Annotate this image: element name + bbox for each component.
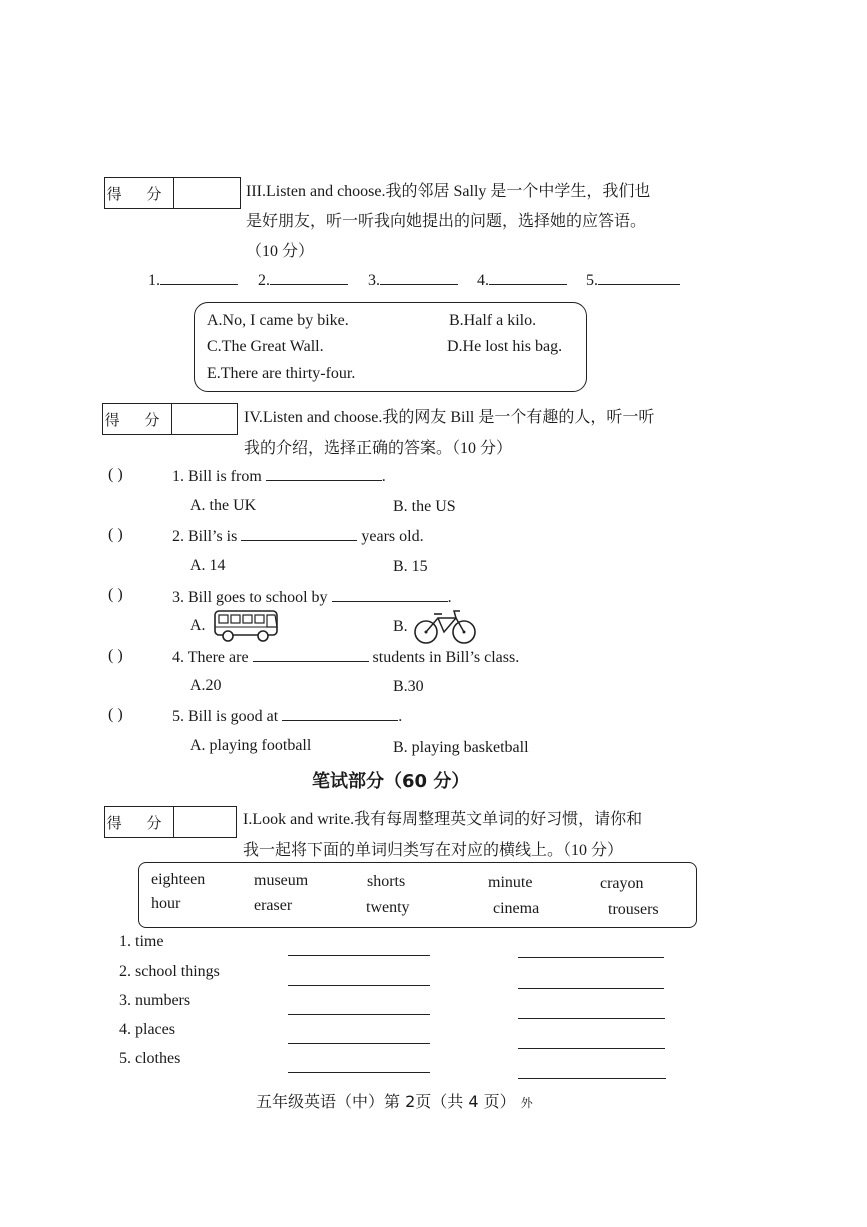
question-1 [172, 466, 386, 486]
section3-title-line1: III.Listen and choose.我的邻居 Sally 是一个中学生，我们也 [246, 183, 651, 200]
option-b: B.Half a kilo. [449, 312, 537, 329]
section4-title-line2: 我的介绍，选择正确的答案。（10 分） [244, 440, 513, 457]
question-blank[interactable] [241, 526, 357, 541]
question-text: 3. Bill goes to school by [172, 589, 328, 606]
section3-title-line2: 是好朋友，听一听我向她提出的问题，选择她的应答语。 [246, 213, 647, 230]
question-text: 5. Bill is good at [172, 708, 279, 725]
answer-slot-number: 3. [368, 272, 380, 289]
category-time: 1. time [119, 933, 164, 950]
word-eraser: eraser [254, 897, 293, 914]
word-cinema: cinema [493, 900, 540, 917]
question-5 [172, 706, 402, 726]
answer-blank[interactable] [489, 270, 567, 285]
answer-paren-q1[interactable]: ( ) [108, 466, 123, 483]
score-value-cell[interactable] [174, 178, 240, 208]
write-line[interactable] [288, 955, 430, 956]
question-text: 4. There are [172, 649, 249, 666]
question-3 [172, 587, 452, 607]
score-label: 得 分 [105, 807, 174, 837]
category-school-things: 2. school things [119, 963, 220, 980]
option-c: C.The Great Wall. [207, 338, 324, 355]
q4-option-b: B.30 [393, 678, 424, 695]
write-line[interactable] [518, 988, 664, 989]
word-museum: museum [254, 872, 309, 889]
question-text-end: . [398, 708, 403, 725]
write-line[interactable] [288, 1014, 430, 1015]
answer-slot-3[interactable] [368, 270, 458, 290]
option-a: A.No, I came by bike. [207, 312, 349, 329]
answer-paren-q2[interactable]: ( ) [108, 526, 123, 543]
question-text-end: years old. [361, 528, 424, 545]
word-twenty: twenty [366, 899, 410, 916]
q2-option-b: B. 15 [393, 558, 428, 575]
write-line[interactable] [518, 1078, 666, 1079]
footer-mark: 外 [520, 1096, 533, 1110]
section1-title-line1: I.Look and write.我有每周整理英文单词的好习惯，请你和 [243, 811, 643, 828]
question-text-end: . [447, 589, 452, 606]
q1-option-a: A. the UK [190, 497, 257, 514]
question-blank[interactable] [266, 466, 382, 481]
answer-blank[interactable] [270, 270, 348, 285]
write-line[interactable] [518, 957, 664, 958]
answer-blank[interactable] [160, 270, 238, 285]
answer-slot-number: 1. [148, 272, 160, 289]
q5-option-b: B. playing basketball [393, 739, 529, 756]
option-d: D.He lost his bag. [447, 338, 563, 355]
answer-blank[interactable] [380, 270, 458, 285]
category-clothes: 5. clothes [119, 1050, 181, 1067]
section1-title-line2: 我一起将下面的单词归类写在对应的横线上。（10 分） [243, 842, 624, 859]
question-blank[interactable] [253, 647, 369, 662]
word-trousers: trousers [608, 901, 659, 918]
option-e: E.There are thirty-four. [207, 365, 356, 382]
category-places: 4. places [119, 1021, 175, 1038]
q2-option-a: A. 14 [190, 557, 226, 574]
question-blank[interactable] [282, 706, 398, 721]
section3-title-line3: （10 分） [246, 243, 315, 260]
q3-option-b: B. [393, 618, 408, 635]
bus-icon [213, 607, 281, 645]
score-box-section4 [102, 403, 238, 435]
category-numbers: 3. numbers [119, 992, 191, 1009]
question-4 [172, 647, 519, 667]
question-text: 2. Bill’s is [172, 528, 238, 545]
answer-paren-q3[interactable]: ( ) [108, 586, 123, 603]
written-part-header: 笔试部分（60 分） [312, 771, 470, 792]
write-line[interactable] [518, 1018, 665, 1019]
answer-slot-4[interactable] [477, 270, 567, 290]
answer-slot-number: 4. [477, 272, 489, 289]
write-line[interactable] [288, 1072, 430, 1073]
score-value-cell[interactable] [174, 807, 236, 837]
q1-option-b: B. the US [393, 498, 456, 515]
footer-text: 五年级英语（中）第 2页（共 4 页） [256, 1092, 516, 1111]
write-line[interactable] [288, 985, 430, 986]
q3-option-a: A. [190, 617, 206, 634]
question-text-end: students in Bill’s class. [372, 649, 520, 666]
write-line[interactable] [518, 1048, 665, 1049]
score-label: 得 分 [103, 404, 172, 434]
word-minute: minute [488, 874, 533, 891]
answer-slot-number: 2. [258, 272, 270, 289]
answer-slot-1[interactable] [148, 270, 238, 290]
q5-option-a: A. playing football [190, 737, 312, 754]
answer-blank[interactable] [598, 270, 680, 285]
answer-paren-q4[interactable]: ( ) [108, 647, 123, 664]
q4-option-a: A.20 [190, 677, 222, 694]
question-text: 1. Bill is from [172, 468, 262, 485]
answer-slot-2[interactable] [258, 270, 348, 290]
answer-slot-number: 5. [586, 272, 598, 289]
answer-paren-q5[interactable]: ( ) [108, 706, 123, 723]
score-box-section3 [104, 177, 241, 209]
word-crayon: crayon [600, 875, 644, 892]
section4-title-line1: IV.Listen and choose.我的网友 Bill 是一个有趣的人，听一听 [244, 409, 655, 426]
bike-icon [412, 608, 478, 646]
word-hour: hour [151, 895, 181, 912]
answer-slot-5[interactable] [586, 270, 680, 290]
score-value-cell[interactable] [172, 404, 237, 434]
write-line[interactable] [288, 1043, 430, 1044]
score-label: 得 分 [105, 178, 174, 208]
word-shorts: shorts [367, 873, 406, 890]
question-2 [172, 526, 424, 546]
question-text-end: . [381, 468, 386, 485]
page-footer [256, 1089, 533, 1112]
word-eighteen: eighteen [151, 871, 206, 888]
score-box-section1 [104, 806, 237, 838]
question-blank[interactable] [332, 587, 448, 602]
